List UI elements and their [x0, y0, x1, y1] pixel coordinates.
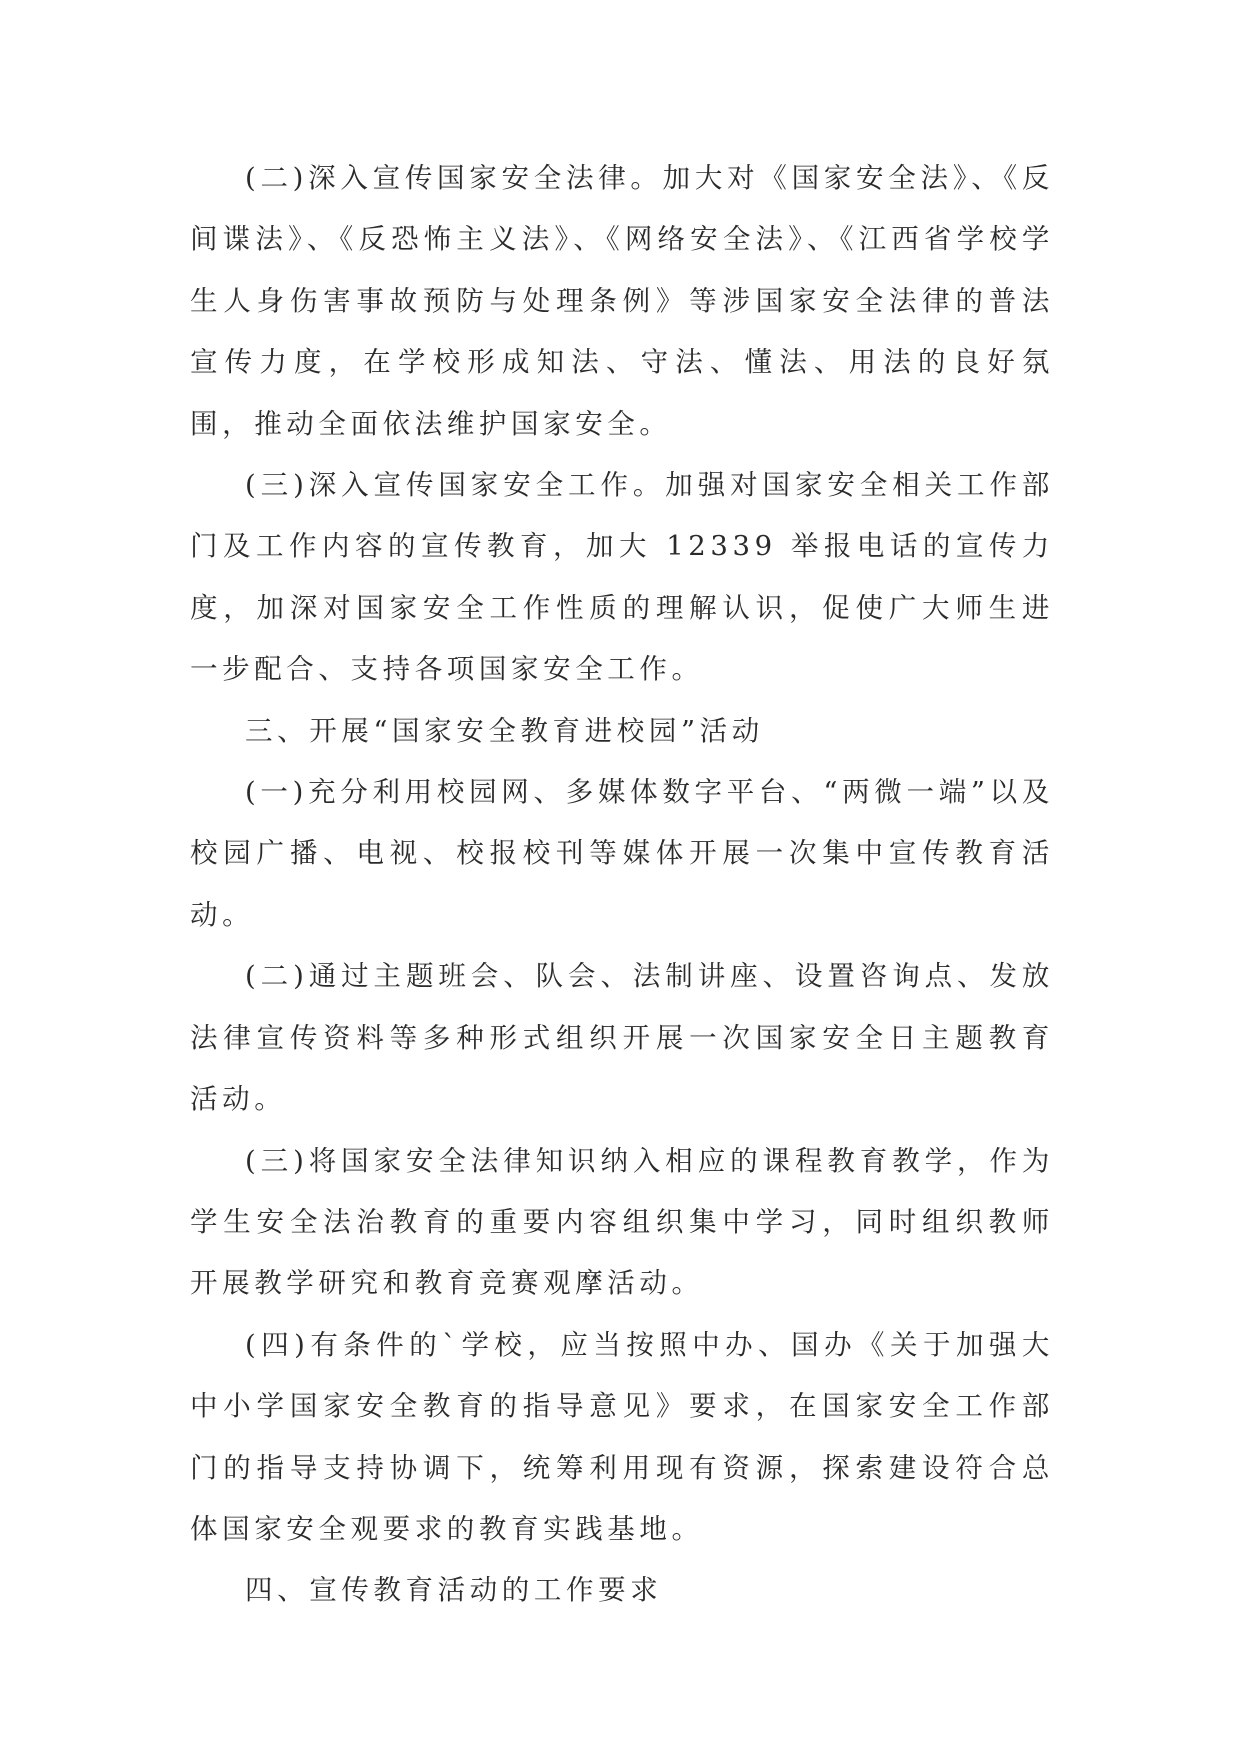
section-heading-work-requirements: 四、宣传教育活动的工作要求 [245, 1574, 663, 1607]
paragraph-practice-base: (四)有条件的`学校，应当按照中办、国办《关于加强大中小学国家安全教育的指导意见》要求，在国家安全工作部门的指导支持协调下，统筹利用现有资源，探索建设符合总体国家安全观要求的教育实践基地。 [190, 1328, 1054, 1545]
paragraph-theme-activities: (二)通过主题班会、队会、法制讲座、设置咨询点、发放法律宣传资料等多种形式组织开展一次国家安全日主题教育活动。 [190, 960, 1054, 1116]
paragraph-media-campaign: (一)充分利用校园网、多媒体数字平台、“两微一端”以及校园广播、电视、校报校刊等媒体开展一次集中宣传教育活动。 [190, 776, 1054, 931]
section-heading-campus-activities: 三、开展“国家安全教育进校园”活动 [245, 714, 764, 747]
paragraph-promote-security-work: (三)深入宣传国家安全工作。加强对国家安全相关工作部门及工作内容的宣传教育，加大 12339 举报电话的宣传力度，加深对国家安全工作性质的理解认识，促使广大师生进一步配合、支持各项国家安全工作。 [190, 469, 1054, 686]
paragraph-promote-security-laws: (二)深入宣传国家安全法律。加大对《国家安全法》、《反间谍法》、《反恐怖主义法》、《网络安全法》、《江西省学校学生人身伤害事故预防与处理条例》等涉国家安全法律的普法宣传力度，在学校形成知法、守法、懂法、用法的良好氛围，推动全面依法维护国家安全。 [190, 162, 1054, 440]
paragraph-curriculum-integration: (三)将国家安全法律知识纳入相应的课程教育教学，作为学生安全法治教育的重要内容组织集中学习，同时组织教师开展教学研究和教育竞赛观摩活动。 [190, 1144, 1054, 1300]
document-body [190, 148, 1054, 1622]
